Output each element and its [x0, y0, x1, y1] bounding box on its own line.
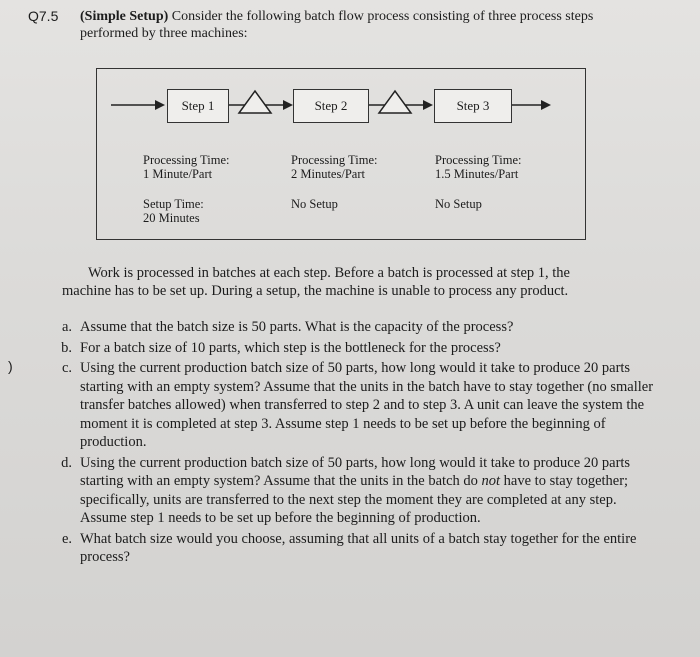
list-item: [50, 359, 660, 452]
step-box-2: Step 2: [293, 89, 369, 123]
question-intro: [80, 8, 640, 42]
item-marker: a.: [61, 319, 72, 335]
question-heading: (Simple Setup): [80, 9, 169, 24]
item-text: [80, 454, 660, 528]
processing-time-label: Processing Time:: [291, 153, 378, 167]
item-text: Using the current production batch size of 50 parts, how long would it take to produce 20 parts starting with an empty system? Assume that the units in the batch have to stay together (no smaller transfer batches allowed) when transferred to step 2 and to step 3. A unit can leave the system the moment it is completed at step 3. Assume step 1 needs to be set up before the beginning of production.: [80, 360, 654, 450]
step-box-1: Step 1: [167, 89, 229, 123]
paragraph-line-2: machine has to be set up. During a setup, the machine is unable to process any product.: [62, 283, 569, 299]
setup-label: No Setup: [291, 197, 338, 211]
item-text: What batch size would you choose, assuming that all units of a batch stay together for the entire process?: [80, 530, 637, 565]
buffer-triangle-2: [367, 91, 433, 113]
buffer-triangle-1: [227, 91, 293, 113]
question-list: [50, 318, 660, 569]
processing-time-value: 1 Minute/Part: [143, 167, 213, 181]
item-marker: d.: [61, 454, 72, 471]
processing-time-label: Processing Time:: [435, 153, 522, 167]
list-item: [50, 318, 660, 337]
item-text: Assume that the batch size is 50 parts. What is the capacity of the process?: [80, 319, 514, 335]
item-marker: e.: [61, 530, 72, 547]
item-marker: b.: [61, 339, 72, 356]
processing-time-label: Processing Time:: [143, 153, 230, 167]
processing-time-value: 1.5 Minutes/Part: [435, 167, 519, 181]
step-3-setup: [435, 197, 482, 211]
setup-value: 20 Minutes: [143, 211, 200, 225]
item-marker: c.: [61, 360, 72, 376]
processing-time-value: 2 Minutes/Part: [291, 167, 365, 181]
input-arrow: [111, 100, 165, 110]
item-text: For a batch size of 10 parts, which step is the bottleneck for the process?: [80, 339, 501, 356]
process-flow-diagram: [96, 68, 586, 240]
step-1-setup: [143, 197, 204, 225]
list-item: [50, 454, 660, 528]
description-paragraph: [62, 264, 650, 300]
list-item: [50, 530, 660, 567]
step-2-setup: [291, 197, 338, 211]
margin-mark: ): [8, 358, 13, 374]
item-text-emphasis: not: [481, 473, 501, 489]
question-number: Q7.5: [28, 8, 59, 24]
item-text-part: have to stay together; specifically, units are transferred to the next step the moment they are completed at any step. Assume step 1 needs to be set up before the beginning of production.: [80, 473, 629, 526]
step-1-processing-time: [143, 153, 229, 181]
step-2-processing-time: [291, 153, 377, 181]
setup-label: No Setup: [435, 197, 482, 211]
paragraph-line-1: Work is processed in batches at each step. Before a batch is processed at step 1, the: [88, 265, 570, 281]
step-3-processing-time: [435, 153, 521, 181]
step-box-3: Step 3: [434, 89, 512, 123]
question-intro-text: Consider the following batch flow process consisting of three process steps performed by three machines:: [80, 9, 594, 41]
setup-label: Setup Time:: [143, 197, 204, 211]
item-text-part: Using the current production batch size of 50 parts, how long would it take to produce 20 parts starting with an empty system? Assume that the units in the batch do: [80, 454, 631, 489]
output-arrow: [511, 100, 551, 110]
list-item: [50, 339, 660, 358]
